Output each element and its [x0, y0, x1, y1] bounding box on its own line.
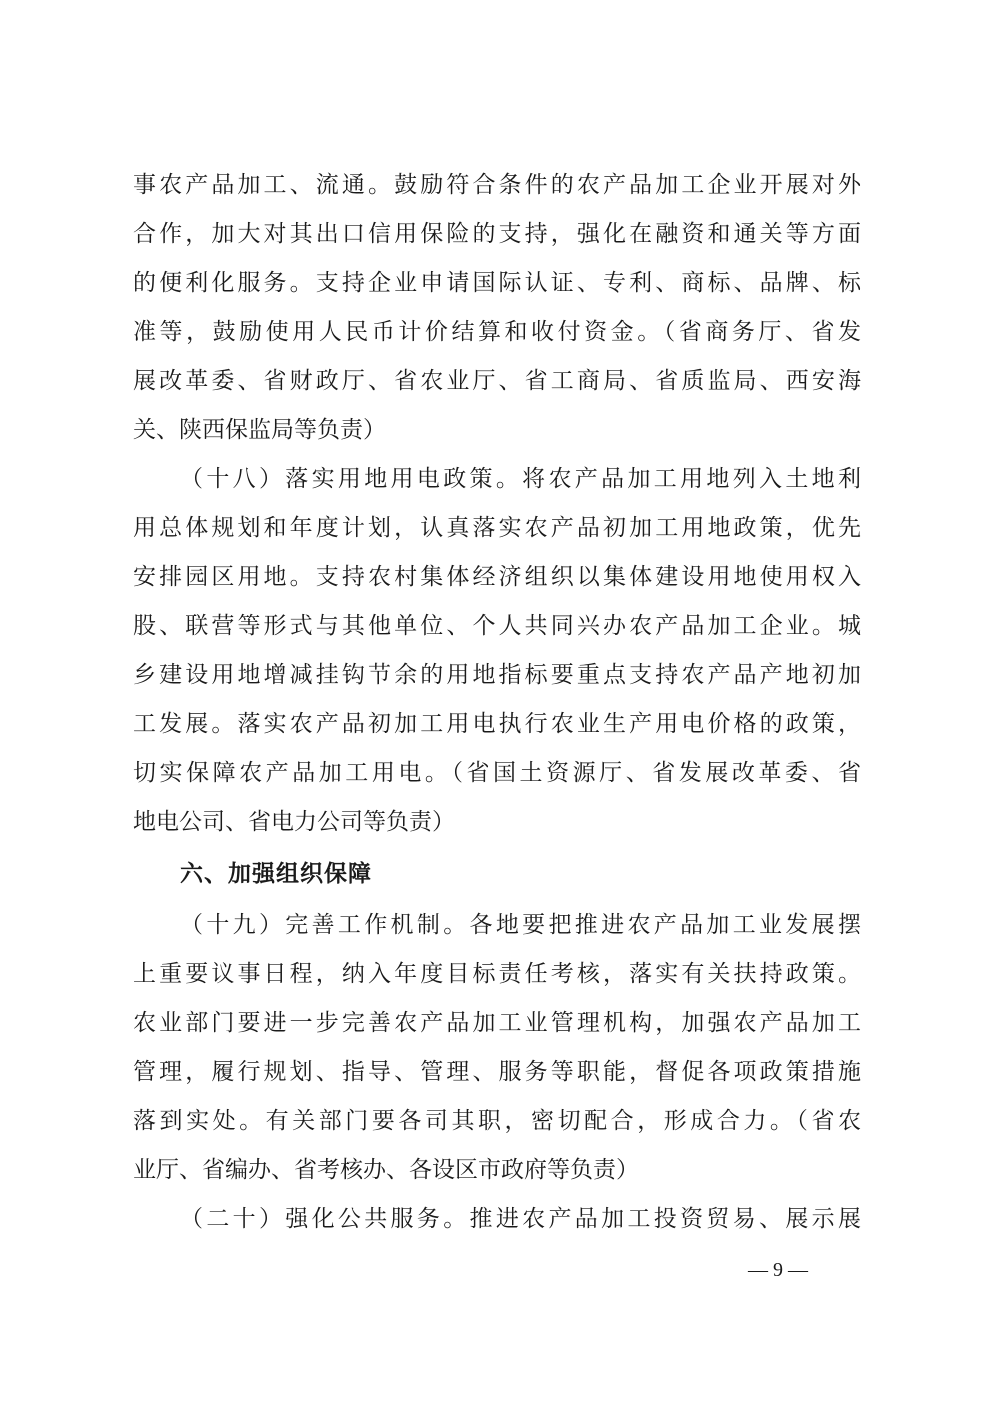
text-line: （十九）完善工作机制。各地要把推进农产品加工业发展摆 [180, 912, 861, 938]
text-line: （十八）落实用地用电政策。将农产品加工用地列入土地利 [180, 466, 861, 492]
text-line: 切实保障农产品加工用电。（省国土资源厅、省发展改革委、省 [133, 760, 861, 786]
text-line: 管理，履行规划、指导、管理、服务等职能，督促各项政策措施 [133, 1059, 861, 1085]
text-line: 地电公司、省电力公司等负责） [133, 809, 455, 835]
text-line: 乡建设用地增减挂钩节余的用地指标要重点支持农产品产地初加 [133, 662, 861, 688]
text-line: 事农产品加工、流通。鼓励符合条件的农产品加工企业开展对外 [133, 172, 861, 198]
text-line: （二十）强化公共服务。推进农产品加工投资贸易、展示展 [180, 1206, 861, 1232]
text-line: 农业部门要进一步完善农产品加工业管理机构，加强农产品加工 [133, 1010, 861, 1036]
text-line: 落到实处。有关部门要各司其职，密切配合，形成合力。（省农 [133, 1108, 861, 1134]
text-line: 用总体规划和年度计划，认真落实农产品初加工用地政策，优先 [133, 515, 861, 541]
text-line: 的便利化服务。支持企业申请国际认证、专利、商标、品牌、标 [133, 270, 861, 296]
text-line: 安排园区用地。支持农村集体经济组织以集体建设用地使用权入 [133, 564, 861, 590]
section-heading: 六、加强组织保障 [180, 861, 372, 887]
page-number: — 9 — [748, 1259, 808, 1281]
text-line: 准等，鼓励使用人民币计价结算和收付资金。（省商务厅、省发 [133, 319, 861, 345]
text-line: 业厅、省编办、省考核办、各设区市政府等负责） [133, 1157, 639, 1183]
text-line: 上重要议事日程，纳入年度目标责任考核，落实有关扶持政策。 [133, 961, 861, 987]
text-line: 关、陕西保监局等负责） [133, 417, 386, 443]
text-line: 合作，加大对其出口信用保险的支持，强化在融资和通关等方面 [133, 221, 861, 247]
text-line: 股、联营等形式与其他单位、个人共同兴办农产品加工企业。城 [133, 613, 861, 639]
text-line: 展改革委、省财政厅、省农业厅、省工商局、省质监局、西安海 [133, 368, 861, 394]
text-line: 工发展。落实农产品初加工用电执行农业生产用电价格的政策， [133, 711, 861, 737]
